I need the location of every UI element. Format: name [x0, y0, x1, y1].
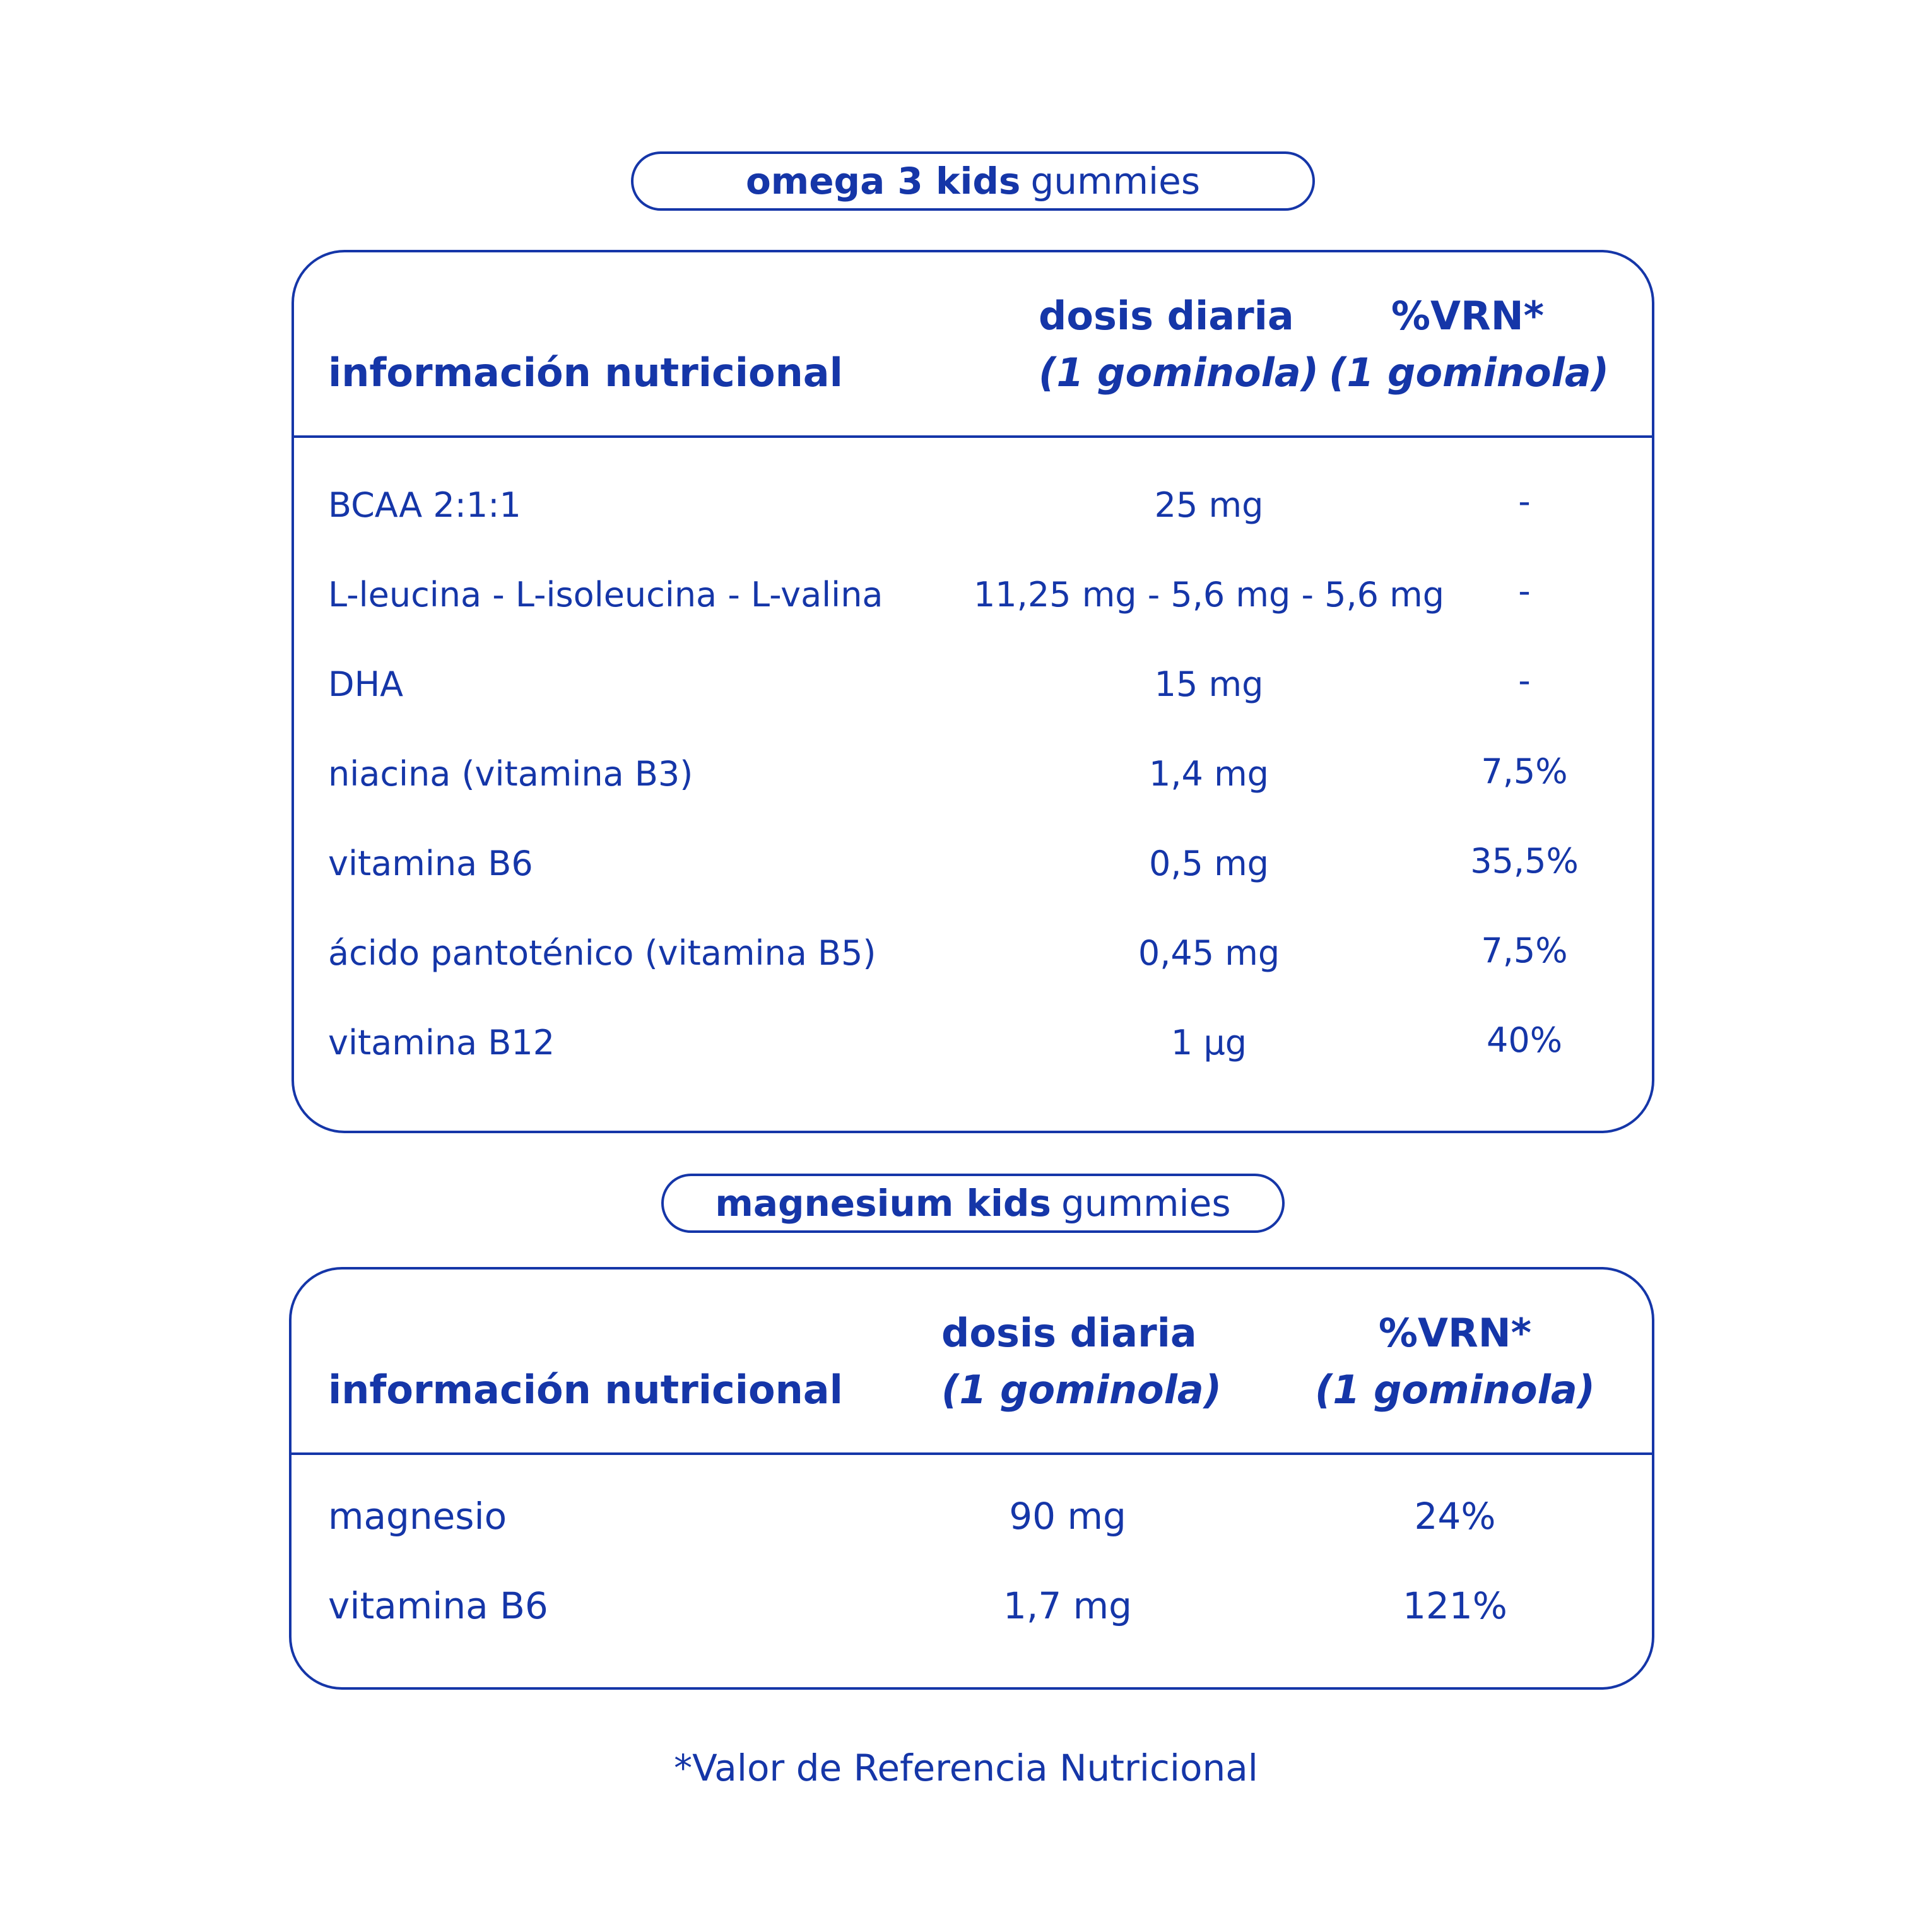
nutrient-vrn: 24%	[1414, 1495, 1496, 1538]
omega-nutrition-table	[292, 250, 1654, 1133]
omega-table-header	[294, 252, 1652, 438]
nutrient-dose: 11,25 mg - 5,6 mg - 5,6 mg	[973, 575, 1445, 615]
omega-product-title	[631, 151, 1315, 211]
nutrient-dose: 1 µg	[1170, 1023, 1247, 1063]
nutrient-vrn: -	[1518, 661, 1531, 700]
nutrient-dose: 25 mg	[1154, 485, 1264, 525]
nutrient-name: magnesio	[328, 1495, 507, 1538]
magnesium-header-dose-line1: dosis diaria	[941, 1310, 1197, 1356]
omega-header-label: información nutricional	[328, 350, 843, 396]
nutrient-name: vitamina B12	[328, 1023, 555, 1063]
nutrient-dose: 0,5 mg	[1149, 844, 1269, 883]
omega-header-vrn-line2: (1 gominola)	[1329, 350, 1610, 396]
omega-title-regular: gummies	[1030, 160, 1201, 203]
nutrient-name: niacina (vitamina B3)	[328, 754, 693, 794]
magnesium-header-dose	[941, 1305, 1222, 1418]
nutrient-name: DHA	[328, 664, 404, 704]
footnote: *Valor de Referencia Nutricional	[674, 1746, 1258, 1789]
nutrient-dose: 90 mg	[1009, 1495, 1126, 1538]
nutrient-vrn: 7,5%	[1481, 931, 1568, 970]
magnesium-header-dose-line2: (1 gominola)	[941, 1367, 1222, 1413]
magnesium-product-title	[661, 1174, 1285, 1233]
magnesium-title-regular: gummies	[1061, 1182, 1231, 1225]
nutrient-name: vitamina B6	[328, 1584, 548, 1627]
magnesium-title-bold: magnesium kids	[715, 1182, 1051, 1225]
nutrient-vrn: 7,5%	[1481, 751, 1568, 791]
magnesium-header-vrn	[1310, 1305, 1600, 1418]
magnesium-header-label: información nutricional	[328, 1367, 843, 1413]
nutrient-name: vitamina B6	[328, 844, 533, 883]
omega-header-dose-line2: (1 gominola)	[1039, 350, 1319, 396]
omega-title-bold: omega 3 kids	[745, 160, 1021, 203]
nutrient-vrn: 35,5%	[1470, 841, 1579, 881]
magnesium-header-vrn-line1: %VRN*	[1378, 1310, 1532, 1356]
nutrient-dose: 15 mg	[1154, 664, 1264, 704]
omega-header-vrn-line1: %VRN*	[1391, 293, 1545, 339]
omega-header-dose-line1: dosis diaria	[1039, 293, 1294, 339]
nutrient-dose: 1,7 mg	[1003, 1584, 1132, 1627]
nutrient-vrn: 40%	[1486, 1020, 1563, 1060]
nutrient-vrn: -	[1518, 481, 1531, 521]
nutrient-name: ácido pantoténico (vitamina B5)	[328, 933, 876, 973]
magnesium-nutrition-table	[289, 1267, 1654, 1690]
nutrient-name: L-leucina - L-isoleucina - L-valina	[328, 575, 883, 615]
nutrient-dose: 0,45 mg	[1138, 933, 1280, 973]
magnesium-header-vrn-line2: (1 gominola)	[1314, 1367, 1596, 1413]
nutrient-vrn: 121%	[1403, 1584, 1507, 1627]
nutrient-name: BCAA 2:1:1	[328, 485, 521, 525]
nutrient-vrn: -	[1518, 571, 1531, 611]
nutrient-dose: 1,4 mg	[1149, 754, 1269, 794]
omega-header-dose	[1039, 288, 1319, 401]
magnesium-table-header	[292, 1269, 1652, 1455]
omega-header-vrn	[1329, 288, 1610, 401]
